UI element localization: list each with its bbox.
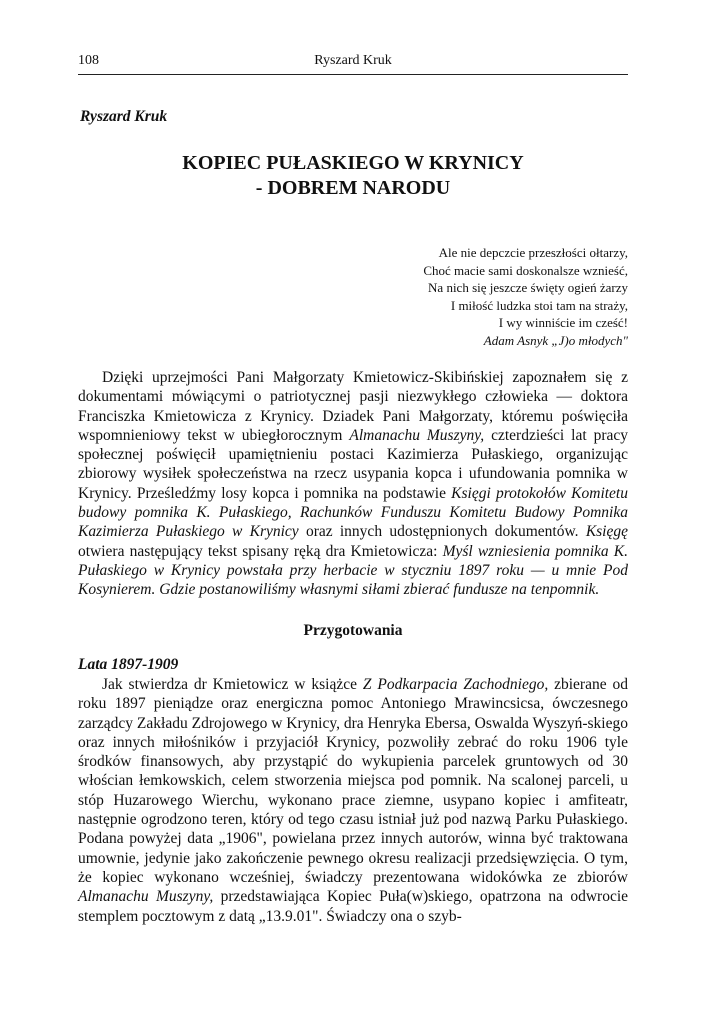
text-run: otwiera następujący tekst spisany ręką dra Kmietowicza: [78, 542, 443, 560]
epigraph [308, 244, 628, 349]
running-header-author: Ryszard Kruk [314, 53, 392, 68]
text-run: oraz innych udostępnionych dokumentów. [298, 523, 586, 541]
italic-word-ksiege: Księgę [585, 523, 628, 541]
italic-quotation: Myśl wzniesienia pomnika K. Pułaskiego w Krynicy powstała przy herbacie w styczniu 1897 roku — u mnie Pod Kosynierem. Gdzie postanowiliśmy własnymi siłami zbierać fundusze na tenpomnik. [78, 542, 628, 599]
italic-title-documents: Księgi protokołów Komitetu budowy pomnika K. Pułaskiego, Rachunków Funduszu Komitetu Budowy Pomnika Kazimierza Pułaskiego w Krynicy [78, 484, 628, 541]
epigraph-line: Na nich się jeszcze święty ogień żarzy [428, 280, 628, 295]
text-run: przedstawiająca Kopiec Puła(w)skiego, opatrzona na odwrocie stemplem pocztowym z datą „13.9.01". Świadczy ona o szyb- [78, 888, 629, 925]
italic-title-almanach: Almanachu Muszyny, [349, 426, 485, 444]
document-page [78, 0, 628, 1024]
epigraph-line: I wy winniście im cześć! [498, 315, 628, 330]
section-heading: Przygotowania [303, 622, 403, 639]
title-line-1: KOPIEC PUŁASKIEGO W KRYNICY [182, 152, 524, 174]
text-run: Jak stwierdza dr Kmietowicz w książce [102, 676, 363, 693]
epigraph-line: I miłość ludzka stoi tam na straży, [450, 297, 628, 313]
text-run: zbierane od roku 1897 pieniądze oraz energiczna pomoc Antoniego Mrawincsicsa, ówczesnego zarządcy Zakładu Zdrojowego w Krynicy, dra Henryka Ebersa, Oswalda Wyszyń-skiego oraz innych miłośników i przyjaciół Krynicy, pozwoliły zebrać do roku 1906 tyle środków finansowych, aby przystąpić do wykupienia parcelek gruntowych od 30 włościan łemkowskich, celem stworzenia miejsca pod pomnik. Na scalonej parceli, u stóp Huzarowego Wierchu, wykonano prace ziemne, usypano kopiec i amfiteatr, następnie ogrodzono teren, który od tego czasu istniał już pod nazwą Parku Pułaskiego. Podana powyżej data „1906", powielana przez innych autorów, winna być traktowana umownie, jedynie jako zakończenie pewnego okresu realizacji przedsięwzięcia. O tym, że kopiec wykonano wcześniej, świadczy prezentowana widokówka ze zbiorów [78, 676, 628, 886]
author-byline: Ryszard Kruk [80, 108, 168, 125]
subsection-heading: Lata 1897-1909 [78, 656, 179, 673]
text-run: czterdzieści lat pracy społecznej poświęcił upamiętnieniu postaci Kazimierza Pułaskiego, organizując zbiorowy wysiłek społeczeństwa na rzecz usypania kopca i ufundowania pomnika w Krynicy. Prześledźmy losy kopca i pomnika na podstawie [78, 426, 628, 502]
text-run: Dzięki uprzejmości Pani Małgorzaty Kmietowicz-Skibińskiej zapoznałem się z dokumentami mówiącymi o patriotycznej pasji niezwykłego człowieka — doktora Franciszka Kmietowicza z Krynicy. Dziadek Pani Małgorzaty, któremu poświęciła wspomnieniowy tekst w ubiegłorocznym [78, 369, 628, 444]
body-paragraph-history [78, 675, 628, 926]
epigraph-line: Ale nie depczcie przeszłości ołtarzy, [438, 245, 628, 260]
italic-title-almanach: Almanachu Muszyny, [78, 888, 214, 906]
article-title [78, 151, 628, 201]
running-header [78, 52, 628, 75]
body-paragraph-intro [78, 368, 628, 600]
epigraph-line: Choć macie sami doskonalsze wznieść, [423, 262, 628, 278]
epigraph-attribution: Adam Asnyk „J)o młodych" [483, 332, 628, 348]
italic-title-book: Z Podkarpacia Zachodniego, [362, 676, 549, 693]
page-number: 108 [78, 53, 99, 68]
title-line-2: - DOBREM NARODU [255, 177, 451, 199]
